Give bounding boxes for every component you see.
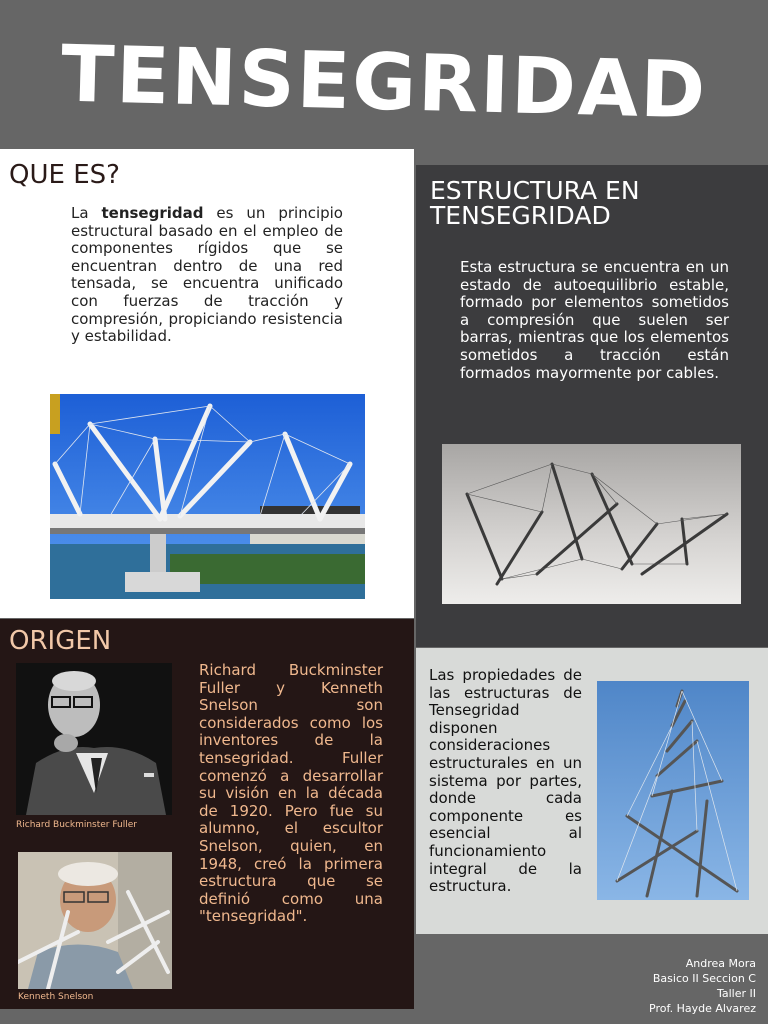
snelson-portrait xyxy=(18,852,172,989)
needle-tower-photo xyxy=(597,681,749,900)
estructura-heading: ESTRUCTURA EN TENSEGRIDAD xyxy=(430,176,640,230)
poster-title: TENSEGRIDAD xyxy=(59,29,709,137)
fuller-caption: Richard Buckminster Fuller xyxy=(16,820,137,830)
propiedades-text: Las propiedades de las estructuras de Tensegridad disponen consideraciones estructurales en un sistema por partes, donde cada componente es esencial al funcionamiento integral de la estructura. xyxy=(429,666,582,896)
credit-author: Andrea Mora xyxy=(685,957,756,970)
snelson-caption: Kenneth Snelson xyxy=(18,992,94,1002)
que-es-text-post: es un principio estructural basado en el empleo de componentes rígidos que se encuentran dentro de una red tensada, se encuentra unificado con fuerzas de tracción y compresión, propiciando resistencia y estabilidad. xyxy=(71,204,343,346)
que-es-text-bold: tensegridad xyxy=(101,204,204,222)
que-es-text xyxy=(71,205,343,346)
credit-professor: Prof. Hayde Alvarez xyxy=(649,1002,756,1015)
credit-workshop: Taller II xyxy=(716,987,756,1000)
que-es-text-pre: La xyxy=(71,204,102,222)
origen-heading: ORIGEN xyxy=(9,626,112,656)
bridge-photo xyxy=(50,394,365,599)
estructura-text: Esta estructura se encuentra en un estado de autoequilibrio estable, formado por elementos sometidos a compresión que suelen ser barras, mientras que los elementos sometidos a tracción están formados mayormente por cables. xyxy=(460,258,729,382)
tensegrity-model-photo xyxy=(442,444,741,604)
fuller-portrait xyxy=(16,663,172,815)
origen-text: Richard Buckminster Fuller y Kenneth Snelson son considerados como los inventores de la tensegridad. Fuller comenzó a desarrollar su visión en la década de 1920. Pero fue su alumno, el escultor Snelson, quien, en 1948, creó la primera estructura que se definió como una "tensegridad". xyxy=(199,661,383,926)
credit-course: Basico II Seccion C xyxy=(652,972,756,985)
que-es-heading: QUE ES? xyxy=(9,160,120,190)
credits xyxy=(649,956,756,1016)
